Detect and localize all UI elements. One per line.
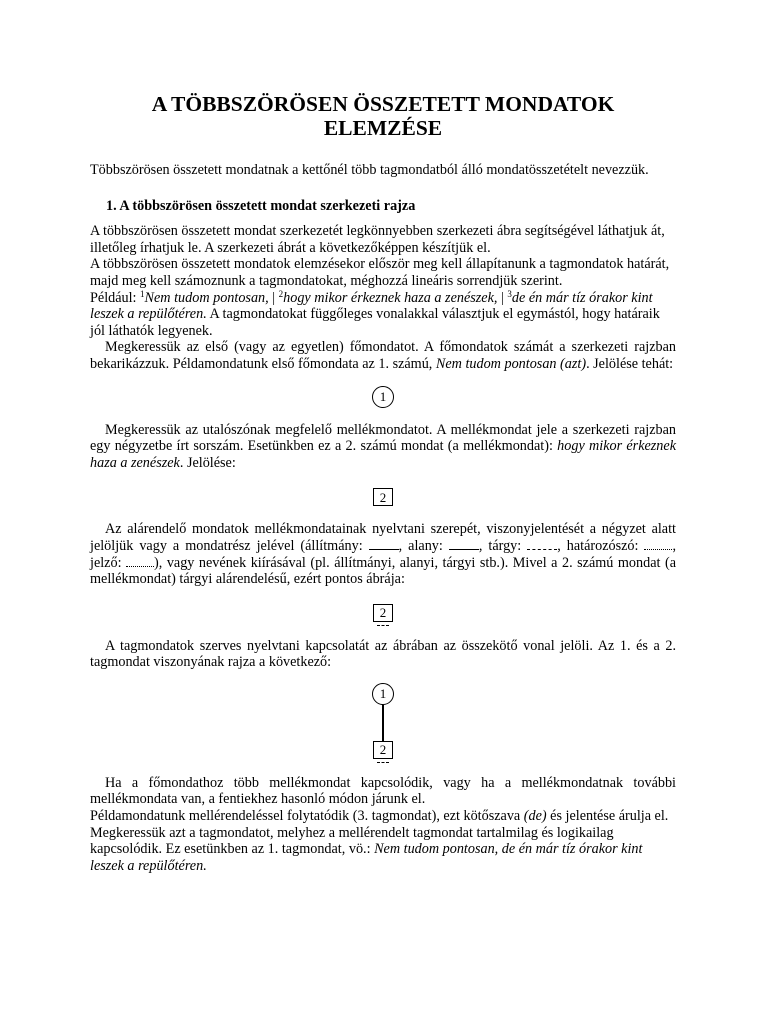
subordinate-clause-square: 2 xyxy=(373,488,393,506)
diagram-main-clause xyxy=(90,386,676,408)
example-paragraph: Például: $^1$Nem tudom pontosan, | $^2$hogy mikor érkeznek haza a zenészek, | $^3$de én már tíz órakor kint leszek a repülőtéren. A tagmondatokat függőleges vonalakkal választjuk el egymástól, hogy határaik jól láthatók legyenek. xyxy=(90,288,660,339)
paragraph-7: Ha a főmondathoz több mellékmondat kapcsolódik, vagy ha a mellékmondatnak további mellékmondata van, a fentiekhez hasonló módon járunk el. xyxy=(90,774,676,808)
example-clause-1: Nem tudom pontosan, xyxy=(144,289,269,306)
paragraph-2: A többszörösen összetett mondatok elemzésekor először meg kell állapítanunk a tagmondatok határát, majd meg kell számoznunk a tagmondatokat, méghozzá lineáris sorrendjük szerint. xyxy=(90,256,670,289)
paragraph-8: Példamondatunk mellérendeléssel folytatódik (3. tagmondat), ezt kötőszava (de) és jelentése árulja el. Megkeressük azt a tagmondatot, melyhez a mellérendelt tagmondat tartalmilag és logikailag kapcsolódik. Ez esetünkben az 1. tagmondat, vö.: Nem tudom pontosan, de én már tíz órakor kint leszek a repülőtéren. xyxy=(90,808,669,874)
paragraph-5: Az alárendelő mondatok mellékmondatainak nyelvtani szerepét, viszonyjelentését a négyzet alatt jelöljük vagy a mondatrész jelével (állítmány: , alany: , tárgy: , határozószó: , jelző: ), vagy nevének kiírásával (pl. állítmányi, alanyi, tárgyi stb.). Mivel a 2. számú mondat (a mellékmondat) tárgyi alárendelésű, ezért pontos ábrája: xyxy=(90,521,676,588)
example-clause-3: de én már tíz órakor kint leszek a repülőtéren. xyxy=(90,289,653,323)
subject-mark xyxy=(449,538,479,550)
object-mark xyxy=(527,538,557,550)
diagram-subordinate-clause xyxy=(90,488,676,506)
paragraph-1: A többszörösen összetett mondat szerkezetét legkönnyebben szerkezeti ábra segítségével láthatjuk át, illetőleg írhatjuk le. A szerkezeti ábrát a következőképpen készítjük el. xyxy=(90,223,665,256)
example-clause-2: hogy mikor érkeznek haza a zenészek, xyxy=(283,289,498,306)
paragraph-4: Megkeressük az utalószónak megfelelő mellékmondatot. A mellékmondat jele a szerkezeti rajzban egy négyzetbe írt sorszám. Esetünkben ez a 2. számú mondat (a mellékmondat): hogy mikor érkeznek haza a zenészek. Jelölése: xyxy=(90,421,676,471)
adverbial-mark xyxy=(644,538,672,550)
diagram-object-clause xyxy=(90,604,676,622)
paragraph-3: Megkeressük az első (vagy az egyetlen) főmondatot. A főmondatok számát a szerkezeti rajzban bekarikázzuk. Példamondatunk első főmondata az 1. számú, Nem tudom pontosan (azt). Jelölése tehát: xyxy=(90,339,676,372)
diagram-clause-relation xyxy=(90,683,676,759)
relation-main-circle: 1 xyxy=(372,683,394,705)
connecting-line xyxy=(382,705,383,741)
section-heading: 1. A többszörösen összetett mondat szerkezeti rajza xyxy=(106,197,416,214)
page-title xyxy=(90,92,676,140)
attribute-mark xyxy=(126,555,154,567)
intro-paragraph: Többszörösen összetett mondatnak a kettőnél több tagmondatból álló mondatösszetételt nevezzük. xyxy=(90,162,649,178)
object-clause-square: 2 xyxy=(373,604,393,622)
title-line-2: ELEMZÉSE xyxy=(323,116,443,140)
paragraph-6: A tagmondatok szerves nyelvtani kapcsolatát az ábrában az összekötő vonal jelöli. Az 1. és a 2. tagmondat viszonyának rajza a következő: xyxy=(90,637,676,671)
title-line-1: A TÖBBSZÖRÖSEN ÖSSZETETT MONDATOK xyxy=(151,92,615,116)
predicate-mark xyxy=(369,538,399,550)
relation-sub-square: 2 xyxy=(373,741,393,759)
main-clause-circle: 1 xyxy=(372,386,394,408)
document-page xyxy=(90,92,676,874)
